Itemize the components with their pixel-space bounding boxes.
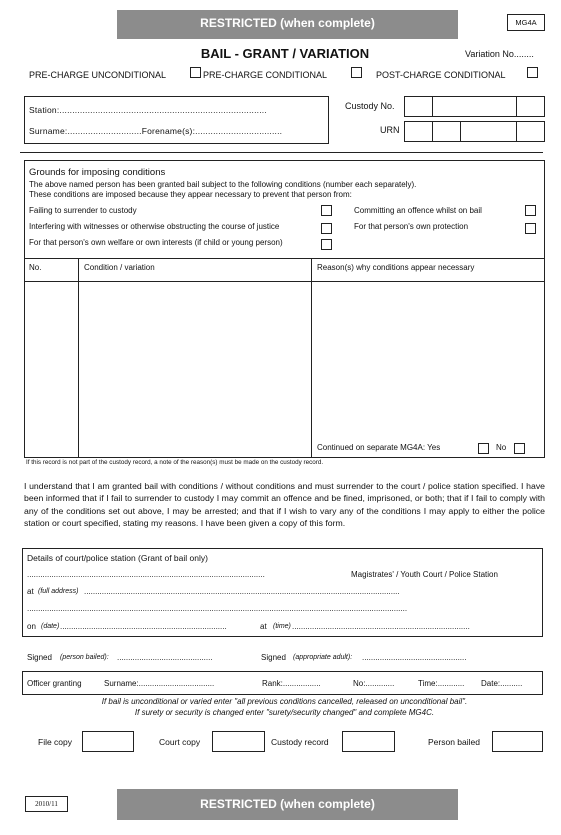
urn-cell-4[interactable] <box>516 121 545 142</box>
officer-granting-label: Officer granting <box>27 679 82 688</box>
appropriate-adult-hint: (appropriate adult): <box>293 654 353 661</box>
urn-cell-2[interactable] <box>432 121 461 142</box>
table-col-divider-1 <box>78 258 79 458</box>
on-label: on <box>27 622 36 631</box>
address-at-label: at <box>27 587 34 596</box>
table-header-line <box>24 281 545 282</box>
post-charge-conditional-checkbox[interactable] <box>527 67 538 78</box>
officer-no-field[interactable]: No:............. <box>353 679 395 688</box>
footer-code: 2010/11 <box>25 796 68 812</box>
signed-adult-label: Signed <box>261 653 286 662</box>
urn-cell-1[interactable] <box>404 121 433 142</box>
ground-failing-to-surrender: Failing to surrender to custody <box>29 206 137 215</box>
restricted-banner-bottom: RESTRICTED (when complete) <box>117 789 458 820</box>
pre-charge-conditional-checkbox[interactable] <box>351 67 362 78</box>
ground-committing-offence: Committing an offence whilst on bail <box>354 206 482 215</box>
person-bailed-box[interactable] <box>492 731 543 752</box>
ground-committing-offence-checkbox[interactable] <box>525 205 536 216</box>
restricted-banner-top: RESTRICTED (when complete) <box>117 10 458 39</box>
person-bailed-label: Person bailed <box>428 737 480 747</box>
custody-record-note: If this record is not part of the custody record, a note of the reason(s) must be made on the custody record. <box>26 459 324 466</box>
file-copy-box[interactable] <box>82 731 134 752</box>
custody-record-label: Custody record <box>271 737 329 747</box>
ground-interfering-witnesses: Interfering with witnesses or otherwise obstructing the course of justice <box>29 222 280 231</box>
date-field[interactable]: ........................................................................... <box>60 622 227 631</box>
grounds-intro-2: These conditions are imposed because they appear necessary to prevent that person from: <box>29 190 352 199</box>
ground-own-protection-checkbox[interactable] <box>525 223 536 234</box>
file-copy-label: File copy <box>38 737 73 747</box>
time-field[interactable]: ................................................................................ <box>292 622 470 631</box>
custody-no-cell-3[interactable] <box>516 96 545 117</box>
signed-person-label: Signed <box>27 653 52 662</box>
surname-forename-field[interactable]: Surname:.............................Forename(s):.................................. <box>29 126 283 136</box>
page-title: BAIL - GRANT / VARIATION <box>200 46 370 61</box>
pre-charge-unconditional-checkbox[interactable] <box>190 67 201 78</box>
court-copy-label: Court copy <box>159 737 201 747</box>
table-col-divider-2 <box>311 258 312 458</box>
court-type-label: Magistrates' / Youth Court / Police Station <box>351 570 498 579</box>
col-header-reason: Reason(s) why conditions appear necessary <box>317 263 475 272</box>
pre-charge-unconditional-label: PRE-CHARGE UNCONDITIONAL <box>29 70 167 80</box>
col-header-condition: Condition / variation <box>84 263 155 272</box>
station-field[interactable]: Station:................................................................................. <box>29 105 267 115</box>
address-field-line-2[interactable]: ........................................................................................................................................................................... <box>27 604 408 613</box>
officer-time-field[interactable]: Time:............ <box>418 679 465 688</box>
continued-no-label: No <box>496 443 507 452</box>
person-details-box <box>24 96 329 144</box>
signature-person-field[interactable]: ........................................... <box>117 653 213 662</box>
continued-yes-checkbox[interactable] <box>478 443 489 454</box>
court-name-field[interactable]: ........................................................................................................... <box>27 570 265 579</box>
custody-record-box[interactable] <box>342 731 395 752</box>
pre-charge-conditional-label: PRE-CHARGE CONDITIONAL <box>203 70 328 80</box>
ground-own-welfare: For that person's own welfare or own interests (if child or young person) <box>29 238 283 247</box>
grounds-heading: Grounds for imposing conditions <box>29 167 166 178</box>
date-hint: (date) <box>41 623 60 630</box>
urn-cell-3[interactable] <box>460 121 517 142</box>
time-hint: (time) <box>273 623 291 630</box>
ground-own-protection: For that person's own protection <box>354 222 469 231</box>
grounds-conditions-box <box>24 160 545 458</box>
officer-rank-field[interactable]: Rank:................. <box>262 679 321 688</box>
person-bailed-hint: (person bailed): <box>60 654 109 661</box>
declaration-text: I understand that I am granted bail with conditions / without conditions and must surrender to the court / police station specified. I have been informed that if I fail to surrender to custody I may commit an offence and be fined, imprisoned, or both; that if I fail to comply with any of the conditions set out above, I may be arrested; and that if I wish to vary any of the conditions I may apply to either the police station or court specified, stating my reasons. I have been given a copy of this form. <box>24 481 545 528</box>
continued-label: Continued on separate MG4A: Yes <box>317 443 441 452</box>
court-copy-box[interactable] <box>212 731 265 752</box>
urn-label: URN <box>380 125 400 135</box>
custody-no-label: Custody No. <box>345 101 395 111</box>
col-header-no: No. <box>29 263 42 272</box>
signature-adult-field[interactable]: ............................................... <box>362 653 467 662</box>
note-unconditional: If bail is unconditional or varied enter "all previous conditions cancelled, released on unconditional bail". <box>101 697 468 706</box>
grounds-intro-1: The above named person has been granted bail subject to the following conditions (number each separately). <box>29 180 417 189</box>
custody-no-cell-1[interactable] <box>404 96 433 117</box>
address-field[interactable]: .............................................................................................................................................. <box>84 587 400 596</box>
variation-number: Variation No........ <box>465 49 534 59</box>
section-divider <box>20 152 543 153</box>
table-top-line <box>24 258 545 259</box>
custody-no-cell-2[interactable] <box>432 96 517 117</box>
full-address-hint: (full address) <box>38 588 79 595</box>
ground-own-welfare-checkbox[interactable] <box>321 239 332 250</box>
post-charge-conditional-label: POST-CHARGE CONDITIONAL <box>376 70 506 80</box>
officer-date-field[interactable]: Date:.......... <box>481 679 523 688</box>
form-code: MG4A <box>507 14 545 31</box>
time-at-label: at <box>260 622 267 631</box>
ground-failing-to-surrender-checkbox[interactable] <box>321 205 332 216</box>
note-surety: If surety or security is changed enter "surety/security changed" and complete MG4C. <box>134 708 435 717</box>
continued-no-checkbox[interactable] <box>514 443 525 454</box>
ground-interfering-witnesses-checkbox[interactable] <box>321 223 332 234</box>
court-heading: Details of court/police station (Grant of bail only) <box>27 553 208 563</box>
officer-surname-field[interactable]: Surname:.................................. <box>104 679 215 688</box>
